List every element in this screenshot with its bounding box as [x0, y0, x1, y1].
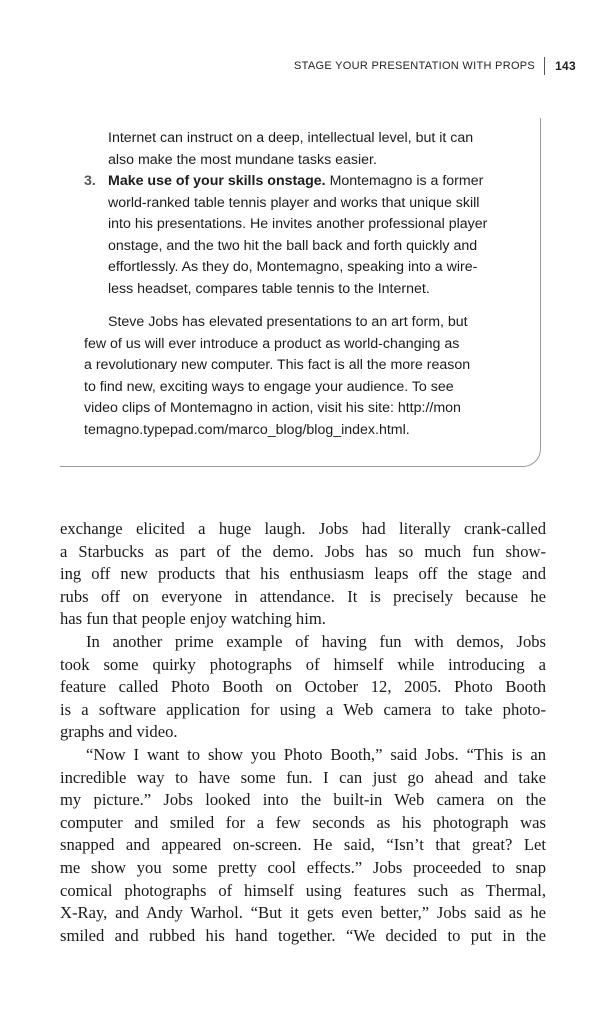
running-title: STAGE YOUR PRESENTATION WITH PROPS — [294, 60, 536, 72]
sidebar-line: effortlessly. As they do, Montemagno, speaking into a wire- — [108, 259, 478, 275]
paragraph-2 — [60, 631, 546, 744]
text-line: X-Ray, and Andy Warhol. “But it gets even better,” Jobs said as he — [60, 903, 546, 923]
sidebar-line: few of us will ever introduce a product as world-changing as — [84, 335, 460, 352]
text-line: In another prime example of having fun with demos, Jobs — [86, 631, 546, 651]
sidebar-line: into his presentations. He invites another professional player — [108, 216, 488, 232]
body-text — [60, 518, 546, 947]
sidebar-line: less headset, compares table tennis to the Internet. — [108, 280, 430, 297]
text-line: “Now I want to show you Photo Booth,” said Jobs. “This is an — [86, 744, 546, 764]
sidebar-line: video clips of Montemagno in action, visit his site: http://mon — [84, 400, 461, 416]
list-item-3 — [84, 171, 534, 193]
sidebar-paragraph — [84, 312, 534, 441]
text-line: snapped and appeared on-screen. He said, “Isn’t that great? Let — [60, 835, 546, 855]
sidebar-text — [84, 128, 534, 441]
text-line: computer and smiled for a few seconds as his photograph was — [60, 812, 546, 832]
text-line: rubs off on everyone in attendance. It is precisely because he — [60, 586, 546, 606]
text-line: incredible way to have some fun. I can just go ahead and take — [60, 767, 546, 787]
text-line: feature called Photo Booth on October 12, 2005. Photo Booth — [60, 677, 546, 697]
text-line: my picture.” Jobs looked into the built-in Web camera on the — [60, 790, 546, 810]
list-number: 3. — [84, 173, 96, 189]
text-line: exchange elicited a huge laugh. Jobs had literally crank-called — [60, 519, 546, 538]
text-line: has fun that people enjoy watching him. — [60, 609, 326, 629]
page-number: 143 — [555, 59, 576, 73]
paragraph-1 — [60, 518, 546, 631]
text-line: a Starbucks as part of the demo. Jobs has so much fun show- — [60, 541, 546, 561]
sidebar-line: to find new, exciting ways to engage your audience. To see — [84, 378, 454, 395]
sidebar-line: temagno.typepad.com/marco_blog/blog_index.html. — [84, 421, 410, 438]
paragraph-3 — [60, 744, 546, 947]
text-line: me show you some pretty cool effects.” Jobs proceeded to snap — [60, 857, 546, 877]
list-text: Montemagno is a former — [325, 173, 484, 189]
text-line: is a software application for using a Web camera to take photo- — [60, 699, 546, 719]
text-line: smiled and rubbed his hand together. “We decided to put in the — [60, 925, 546, 945]
header-divider — [544, 57, 545, 75]
list-lead: Make use of your skills onstage. — [108, 173, 326, 189]
text-line: took some quirky photographs of himself while introducing a — [60, 654, 546, 674]
sidebar-line: Internet can instruct on a deep, intellectual level, but it can — [108, 130, 474, 146]
text-line: graphs and video. — [60, 722, 178, 742]
sidebar-line: Steve Jobs has elevated presentations to an art form, but — [108, 314, 468, 330]
text-line: comical photographs of himself using features such as Thermal, — [60, 880, 546, 900]
running-header — [294, 57, 576, 75]
sidebar-line: also make the most mundane tasks easier. — [108, 151, 377, 168]
sidebar-line: onstage, and the two hit the ball back and forth quickly and — [108, 237, 478, 254]
sidebar-line: a revolutionary new computer. This fact is all the more reason — [84, 357, 471, 373]
sidebar-line: world-ranked table tennis player and works that unique skill — [108, 194, 480, 211]
text-line: ing off new products that his enthusiasm leaps off the stage and — [60, 564, 546, 584]
